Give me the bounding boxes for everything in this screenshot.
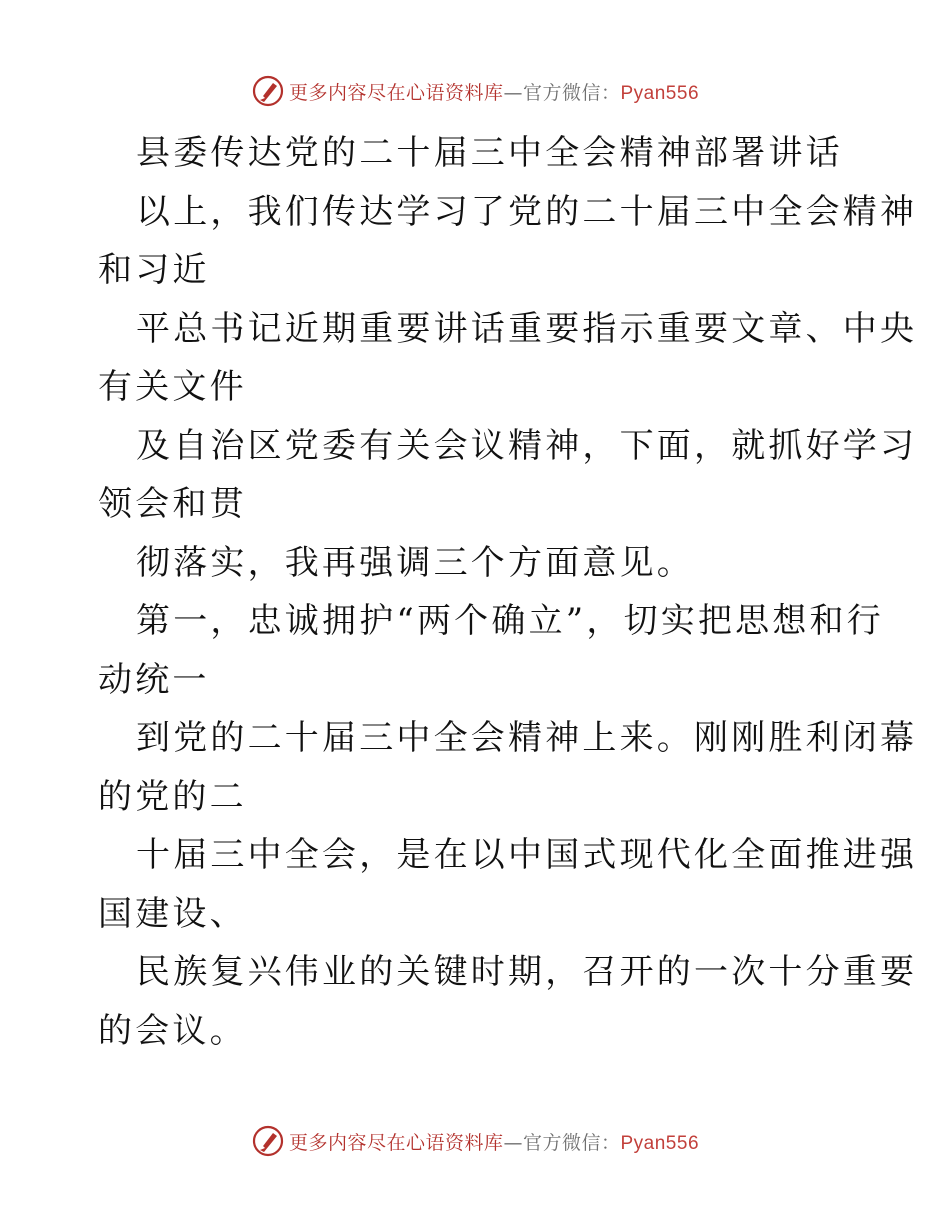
text-line: 第一，忠诚拥护“两个确立”，切实把思想和行 (136, 601, 884, 641)
text-line: 到党的二十届三中全会精神上来。刚刚胜利闭幕 (136, 718, 918, 758)
pen-logo-icon (251, 74, 285, 108)
text-line: 的会议。 (98, 1010, 247, 1051)
text-line: 和习近 (98, 250, 210, 290)
watermark-id: Pyan556 (620, 1132, 700, 1154)
text-line: 彻落实，我再强调三个方面意见。 (136, 542, 694, 583)
text-line: 国建设、 (98, 893, 247, 934)
text-line: 以上，我们传达学习了党的二十届三中全会精神 (136, 191, 918, 232)
text-line: 及自治区党委有关会议精神，下面，就抓好学习 (136, 425, 918, 466)
watermark-separator: — (503, 81, 523, 104)
watermark-separator: — (503, 1131, 523, 1154)
footer-watermark (0, 1124, 950, 1158)
text-line: 的党的二 (98, 776, 247, 817)
text-line: 平总书记近期重要讲话重要指示重要文章、中央 (136, 308, 918, 349)
watermark-text (289, 1128, 699, 1155)
watermark-id: Pyan556 (620, 82, 700, 104)
text-line: 领会和贯 (98, 484, 247, 524)
watermark-brand: 更多内容尽在心语资料库 (288, 81, 504, 104)
text-line: 县委传达党的二十届三中全会精神部署讲话 (136, 133, 843, 173)
document-body (98, 124, 918, 1060)
text-line: 有关文件 (98, 367, 247, 407)
text-line: 动统一 (98, 659, 210, 700)
watermark-text (289, 78, 699, 105)
text-line: 十届三中全会，是在以中国式现代化全面推进强 (136, 835, 918, 875)
watermark-label: 官方微信： (522, 1131, 621, 1154)
pen-logo-icon (251, 1124, 285, 1158)
text-line: 民族复兴伟业的关键时期，召开的一次十分重要 (136, 952, 918, 992)
watermark-label: 官方微信： (522, 81, 621, 104)
header-watermark (0, 74, 950, 108)
watermark-brand: 更多内容尽在心语资料库 (288, 1131, 504, 1154)
